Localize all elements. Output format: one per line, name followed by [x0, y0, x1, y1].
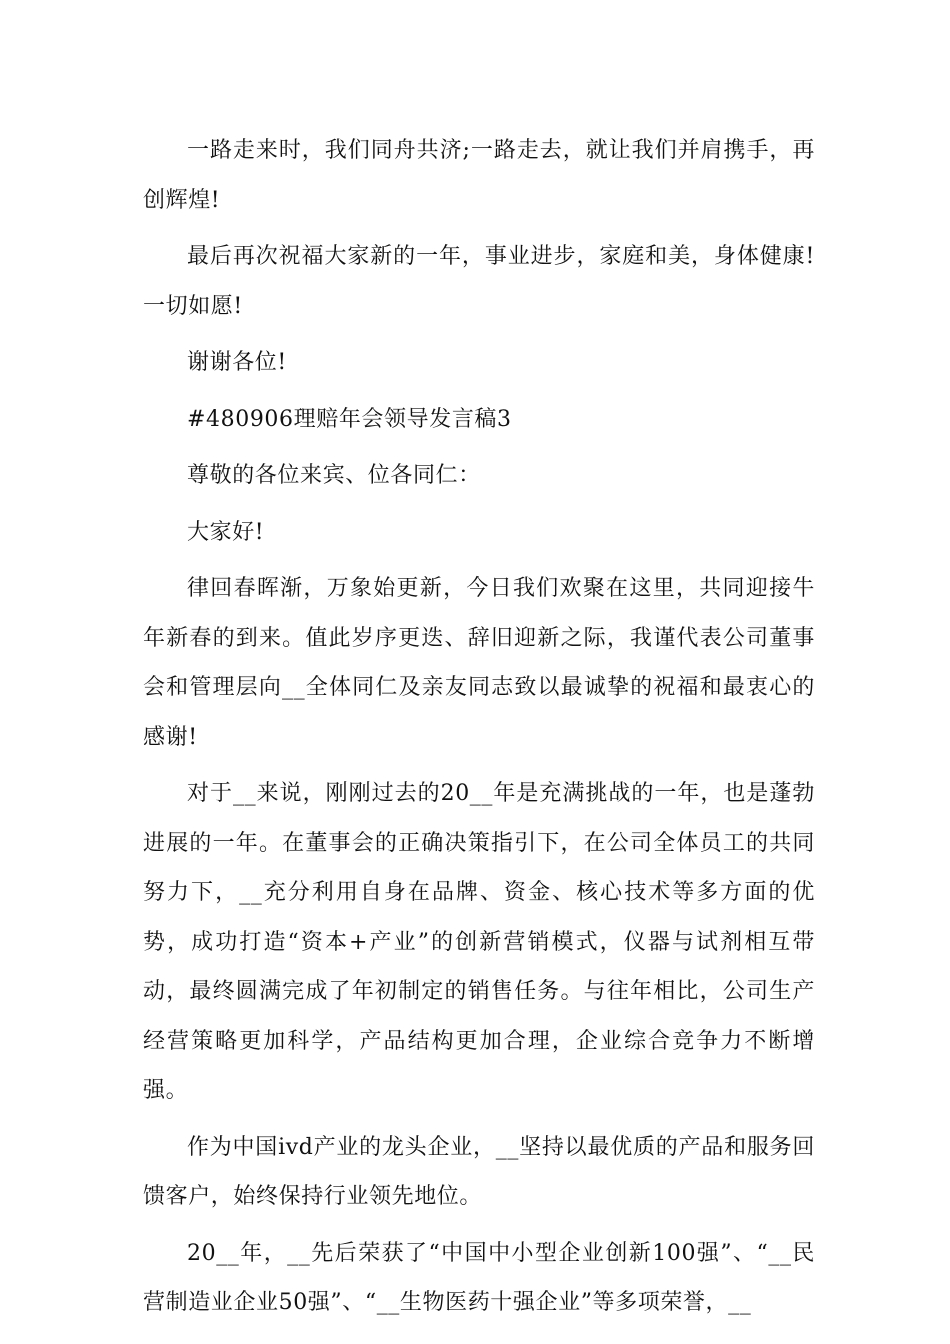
document-body: [143, 126, 815, 1335]
section-heading: #480906理赔年会领导发言稿3: [187, 406, 512, 432]
paragraph-honors: 20__年，__先后荣获了“中国中小型企业创新100强”、“__民营制造业企业50强”、“__生物医药十强企业”等多项荣誉，__: [143, 1240, 815, 1315]
paragraph-industry-leader: 作为中国ivd产业的龙头企业，__坚持以最优质的产品和服务回馈客户，始终保持行业领先地位。: [143, 1134, 815, 1209]
paragraph-closing-together: 一路走来时，我们同舟共济;一路走去，就让我们并肩携手，再创辉煌!: [143, 138, 815, 213]
salutation: 尊敬的各位来宾、位各同仁：: [187, 463, 481, 488]
paragraph-new-year-wishes: 最后再次祝福大家新的一年，事业进步，家庭和美，身体健康!一切如愿!: [143, 244, 815, 319]
greeting: 大家好!: [187, 519, 265, 545]
paragraph-opening: 律回春晖渐，万象始更新，今日我们欢聚在这里，共同迎接牛年新春的到来。值此岁序更迭、辞旧迎新之际，我谨代表公司董事会和管理层向__全体同仁及亲友同志致以最诚挚的祝福和最衷心的感谢!: [143, 576, 815, 750]
paragraph-thanks: 谢谢各位!: [187, 350, 287, 375]
paragraph-year-review: 对于__来说，刚刚过去的20__年是充满挑战的一年，也是蓬勃进展的一年。在董事会的正确决策指引下，在公司全体员工的共同努力下，__充分利用自身在品牌、资金、核心技术等多方面的优势，成功打造“资本+产业”的创新营销模式，仪器与试剂相互带动，最终圆满完成了年初制定的销售任务。与往年相比，公司生产经营策略更加科学，产品结构更加合理，企业综合竞争力不断增强。: [143, 781, 815, 1103]
